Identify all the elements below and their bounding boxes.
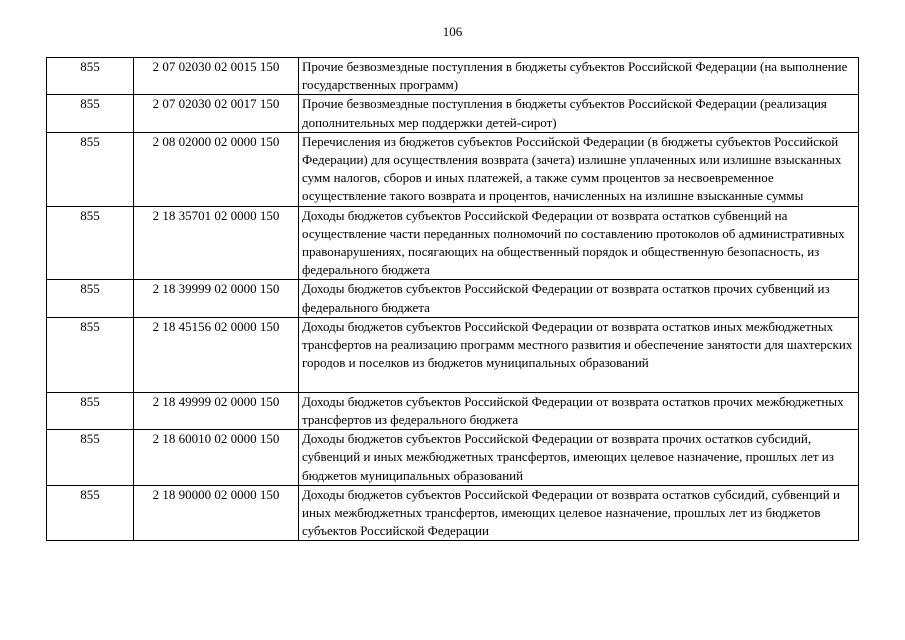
budget-classification-table: [46, 57, 859, 541]
description-cell: Доходы бюджетов субъектов Российской Федерации от возврата прочих остатков субсидий, субвенций и иных межбюджетных трансфертов, имеющих целевое назначение, прошлых лет из бюджетов муниципальных образований: [299, 430, 859, 486]
description-cell: Доходы бюджетов субъектов Российской Федерации от возврата остатков субсидий, субвенций и иных межбюджетных трансфертов, имеющих целевое назначение, прошлых лет из бюджетов субъектов Российской Федерации: [299, 485, 859, 541]
admin-code-cell: 855: [47, 317, 134, 392]
admin-code-cell: 855: [47, 206, 134, 280]
admin-code-cell: 855: [47, 280, 134, 317]
description-cell: Перечисления из бюджетов субъектов Российской Федерации (в бюджеты субъектов Российской Федерации) для осуществления возврата (зачета) излишне уплаченных или излишне взысканных сумм налогов, сборов и иных платежей, а также сумм процентов за несвоевременное осуществление такого возврата и процентов, начисленных на излишне взысканные суммы: [299, 132, 859, 206]
budget-code-cell: 2 08 02000 02 0000 150: [134, 132, 299, 206]
description-cell: Прочие безвозмездные поступления в бюджеты субъектов Российской Федерации (реализация дополнительных мер поддержки детей-сирот): [299, 95, 859, 132]
admin-code-cell: 855: [47, 430, 134, 486]
description-cell: Доходы бюджетов субъектов Российской Федерации от возврата остатков прочих межбюджетных трансфертов из федерального бюджета: [299, 392, 859, 429]
description-cell: Прочие безвозмездные поступления в бюджеты субъектов Российской Федерации (на выполнение государственных программ): [299, 58, 859, 95]
budget-code-cell: 2 18 90000 02 0000 150: [134, 485, 299, 541]
budget-code-cell: 2 18 39999 02 0000 150: [134, 280, 299, 317]
description-cell: Доходы бюджетов субъектов Российской Федерации от возврата остатков прочих субвенций из федерального бюджета: [299, 280, 859, 317]
admin-code-cell: 855: [47, 132, 134, 206]
admin-code-cell: 855: [47, 95, 134, 132]
table-row: [47, 206, 859, 280]
budget-code-cell: 2 18 49999 02 0000 150: [134, 392, 299, 429]
table-row: [47, 485, 859, 541]
table-row: [47, 132, 859, 206]
budget-code-cell: 2 18 35701 02 0000 150: [134, 206, 299, 280]
budget-code-cell: 2 18 60010 02 0000 150: [134, 430, 299, 486]
table-row: [47, 95, 859, 132]
table-row: [47, 58, 859, 95]
admin-code-cell: 855: [47, 58, 134, 95]
admin-code-cell: 855: [47, 485, 134, 541]
table-row: [47, 317, 859, 392]
description-cell: Доходы бюджетов субъектов Российской Федерации от возврата остатков субвенций на осуществление части переданных полномочий по составлению протоколов об административных правонарушениях, посягающих на общественный порядок и общественную безопасность, из федерального бюджета: [299, 206, 859, 280]
description-cell: Доходы бюджетов субъектов Российской Федерации от возврата остатков иных межбюджетных трансфертов на реализацию программ местного развития и обеспечение занятости для шахтерских городов и поселков из бюджетов муниципальных образований: [299, 317, 859, 392]
budget-code-cell: 2 18 45156 02 0000 150: [134, 317, 299, 392]
table-row: [47, 392, 859, 429]
page-number: 106: [442, 24, 463, 39]
budget-code-cell: 2 07 02030 02 0017 150: [134, 95, 299, 132]
admin-code-cell: 855: [47, 392, 134, 429]
budget-code-cell: 2 07 02030 02 0015 150: [134, 58, 299, 95]
table-row: [47, 430, 859, 486]
table-row: [47, 280, 859, 317]
